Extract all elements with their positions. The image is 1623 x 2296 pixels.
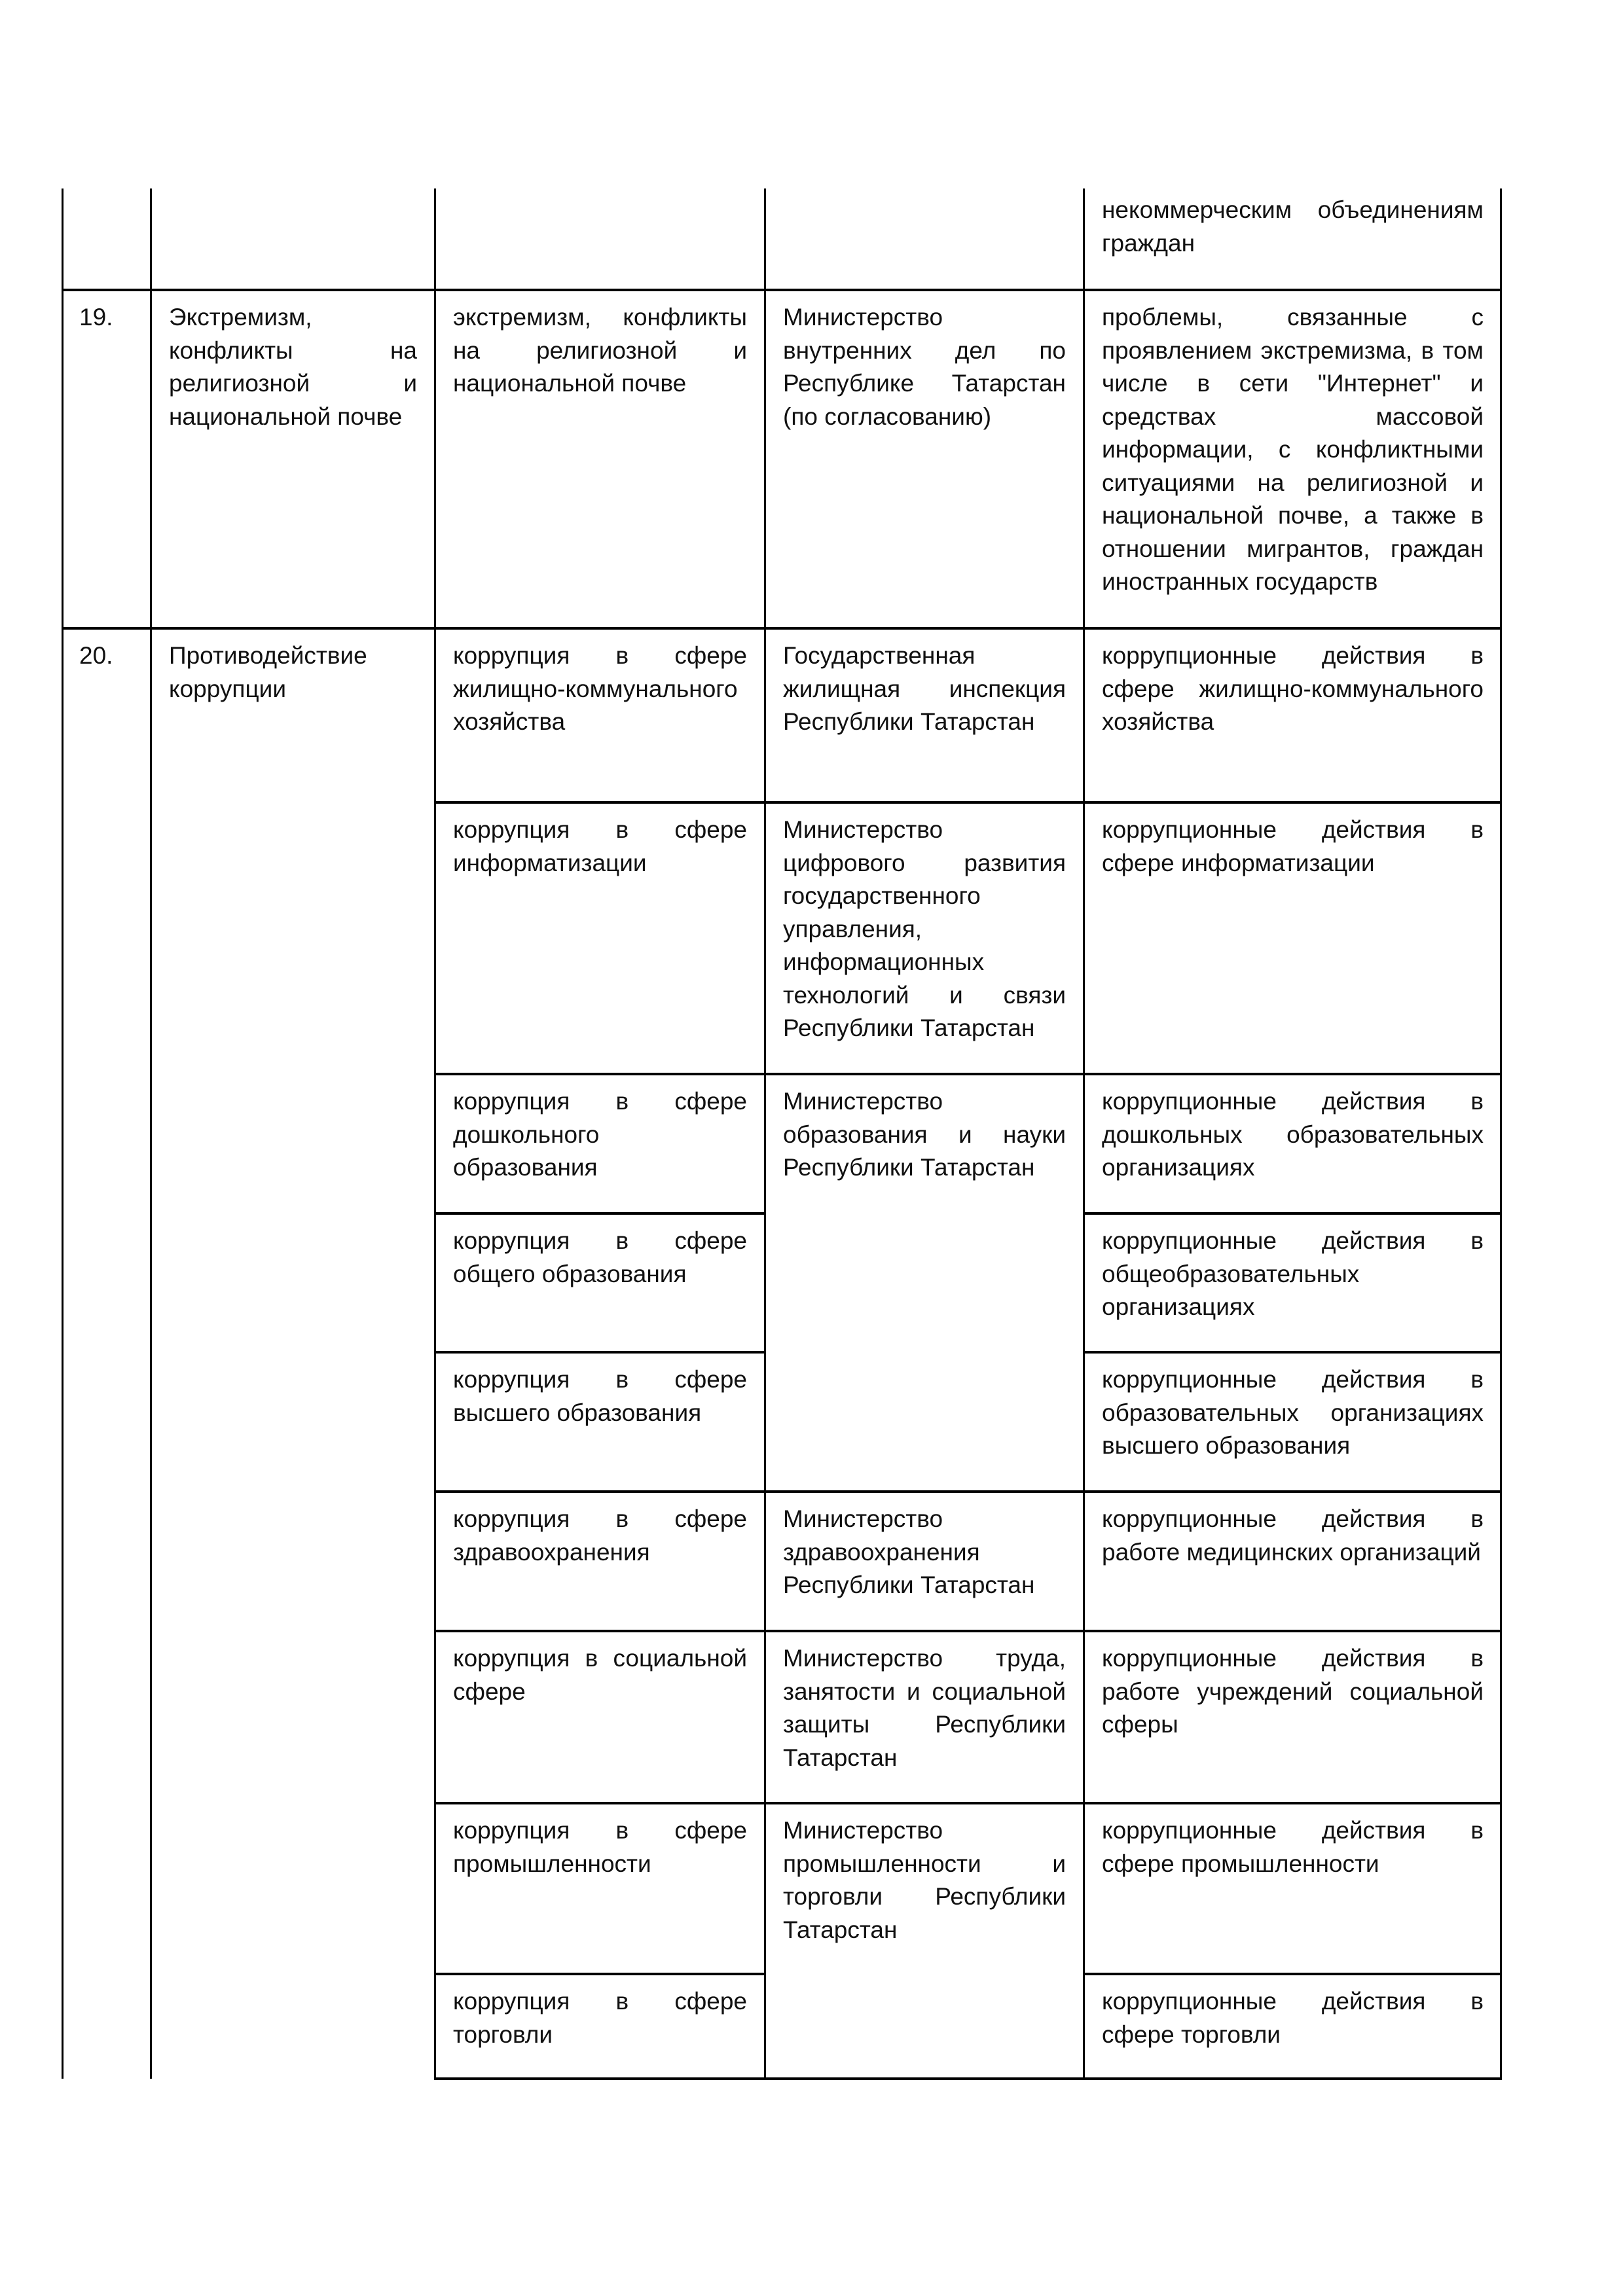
responsible-cell-merged: Министерство промышленности и торговли Республики Татарстан <box>783 1817 1066 1943</box>
topic-cell: Противодействие коррупции <box>169 642 367 702</box>
subtopic-cell: коррупция в сфере торговли <box>453 1988 747 2048</box>
subtopic-cell: экстремизм, конфликты на религиозной и национальной почве <box>453 304 747 397</box>
responsible-cell: Государственная жилищная инспекция Республики Татарстан <box>783 642 1066 735</box>
responsible-cell: Министерство цифрового развития государственного управления, информационных технологий и связи Республики Татарстан <box>783 816 1066 1041</box>
subtopic-cell: коррупция в сфере жилищно-коммунального хозяйства <box>453 642 747 735</box>
subtopic-cell: коррупция в сфере высшего образования <box>453 1366 747 1426</box>
description-cell: коррупционные действия в сфере жилищно-коммунального хозяйства <box>1102 642 1484 735</box>
table-bottom-border <box>434 2077 1502 2080</box>
table-border-left <box>62 188 64 2079</box>
description-cell: коррупционные действия в дошкольных образовательных организациях <box>1102 1088 1484 1181</box>
subtopic-cell: коррупция в сфере информатизации <box>453 816 747 876</box>
description-cell: коррупционные действия в образовательных организациях высшего образования <box>1102 1366 1484 1459</box>
description-cell: коррупционные действия в работе учреждений социальной сферы <box>1102 1645 1484 1738</box>
row-number: 20. <box>79 642 113 669</box>
description-cell: коррупционные действия в общеобразовательных организациях <box>1102 1227 1484 1320</box>
responsible-cell: Министерство внутренних дел по Республике Татарстан (по согласованию) <box>783 304 1066 430</box>
responsible-cell: Министерство здравоохранения Республики Татарстан <box>783 1505 1035 1598</box>
topic-cell: Экстремизм, конфликты на религиозной и национальной почве <box>169 304 417 430</box>
description-cell: коррупционные действия в работе медицинских организаций <box>1102 1505 1484 1566</box>
responsible-cell: Министерство труда, занятости и социальной защиты Республики Татарстан <box>783 1645 1066 1771</box>
continuation-description: некоммерческим объединениям граждан <box>1102 196 1484 257</box>
responsible-cell-merged: Министерство образования и науки Республики Татарстан <box>783 1088 1066 1181</box>
subtopic-cell: коррупция в сфере дошкольного образования <box>453 1088 747 1181</box>
subtopic-cell: коррупция в социальной сфере <box>453 1645 747 1705</box>
description-cell: проблемы, связанные с проявлением экстремизма, в том числе в сети "Интернет" и средствах массовой информации, с конфликтными ситуациями на религиозной и национальной почве, а также в отношении мигрантов, граждан иностранных государств <box>1102 304 1484 595</box>
description-cell: коррупционные действия в сфере торговли <box>1102 1988 1484 2048</box>
column-divider-1 <box>150 188 152 2079</box>
description-cell: коррупционные действия в сфере промышленности <box>1102 1817 1484 1877</box>
subtopic-cell: коррупция в сфере промышленности <box>453 1817 747 1877</box>
row-number: 19. <box>79 304 113 331</box>
subtopic-cell: коррупция в сфере здравоохранения <box>453 1505 747 1566</box>
description-cell: коррупционные действия в сфере информатизации <box>1102 816 1484 876</box>
subtopic-cell: коррупция в сфере общего образования <box>453 1227 747 1287</box>
